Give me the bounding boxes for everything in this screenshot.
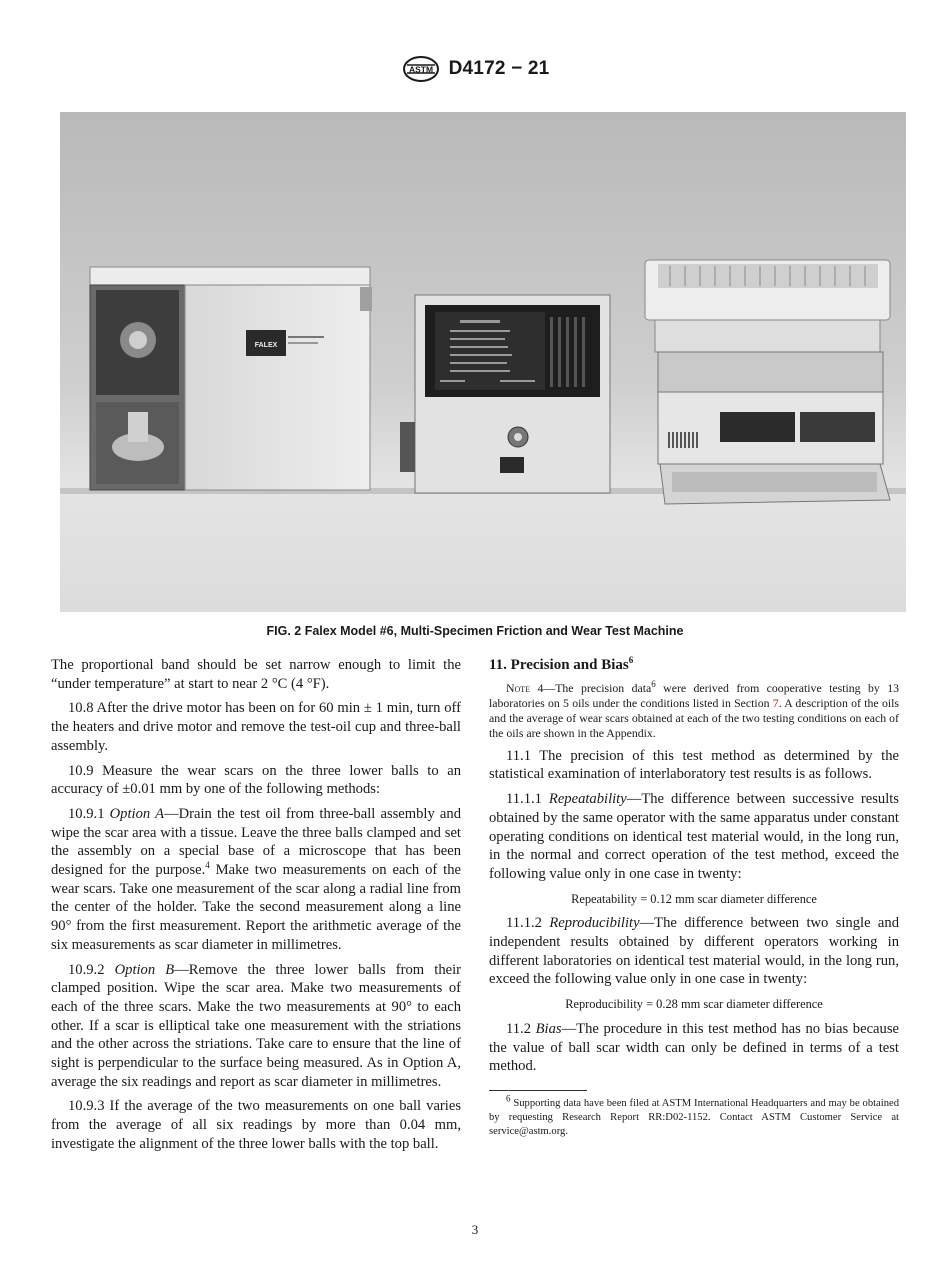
falex-machine-illustration	[60, 112, 906, 612]
paragraph-11-1-2	[489, 914, 899, 989]
footnote-marker: 6	[506, 1093, 511, 1104]
repeatability-label: Repeatability	[548, 791, 627, 808]
astm-logo-text: ASTM	[408, 64, 433, 75]
paragraph-11-2	[489, 1020, 899, 1076]
section-heading: 11. Precision and Bias$^6$	[489, 655, 634, 673]
paragraph-text: —Drain the test oil from three-ball assembly and wipe the scar area with a tissue. Leave the three balls clamped and set the assembly on a special base of a microscope that has been designed for the purpose.	[51, 805, 461, 879]
svg-text:FALEX: FALEX	[254, 342, 278, 349]
footnote-6: $^6$ Supporting data have been filed at ASTM International Headquarters and may be obtained by requesting Research Report RR:D02-1152. Contact ASTM Customer Service at service@astm.org.	[489, 1093, 899, 1137]
paragraph-10-9: 10.9 Measure the wear scars on the three lower balls to an accuracy of ±0.01 mm by one of the following methods:	[51, 762, 461, 798]
right-column	[489, 656, 899, 1145]
note-4: Note 4—The precision data$^6$ were derived from cooperative testing by 13 laboratories on 5 oils under the conditions listed in Section 7. A description of the oils and the average of wear scars obtained at each of the two testing conditions on each of the oils are shown in the Appendix.	[489, 678, 899, 740]
section-number: 11.1.1	[506, 791, 542, 808]
figure-photograph	[60, 112, 906, 612]
astm-logo-icon	[401, 55, 441, 83]
footnote-ref: 4	[205, 860, 210, 871]
page-header	[0, 54, 950, 84]
section-number: 11.2	[506, 1020, 531, 1037]
left-column	[51, 656, 461, 1160]
paragraph-text: —The difference between successive results obtained by the same operator with the same apparatus under constant operating conditions on identical test material would, in the long run, in the normal and correct operation of the test method, exceed the following value only in one case in twenty:	[489, 791, 899, 882]
paragraph-10-9-1	[51, 805, 461, 955]
paragraph-11-1: 11.1 The precision of this test method as determined by the statistical examination of interlaboratory test results is as follows.	[489, 747, 899, 783]
repeatability-equation: Repeatability = 0.12 mm scar diameter difference	[571, 891, 817, 906]
test-machine-cabinet	[90, 267, 372, 490]
footnote-ref: 6	[651, 678, 656, 689]
footnote-ref: 6	[628, 655, 634, 665]
paragraph-text: —Remove the three lower balls from their clamped position. Wipe the scar area. Make two measurements of each of the three scars. Make the two measurements at 90° to each other. If a scar is elliptical take one measurement with the striations and the other across the striations. Take care to ensure that the line of sight is perpendicular to the surface being measured. As in Option A, average the six readings and report as scar diameter in millimetres.	[51, 961, 462, 1090]
control-console	[400, 295, 610, 493]
paragraph-text: —The procedure in this test method has no bias because the value of ball scar width can only be defined in terms of a test method.	[489, 1020, 899, 1075]
reproducibility-label: Reproducibility	[549, 915, 640, 932]
document-id: D4172 − 21	[448, 58, 550, 79]
paragraph-text: Make two measurements on each of the wear scars. Take one measurement of the scar along a radial line from the center of the holder. Take the second measurement along a line 90° from the first measurement. Report the arithmetic average of the six measurements as scar diameter in millimetres.	[51, 862, 461, 953]
page-number: 3	[471, 1222, 479, 1237]
note-label: Note 4	[506, 680, 544, 695]
paragraph-10-8: 10.8 After the drive motor has been on for 60 min ± 1 min, turn off the heaters and drive motor and remove the test-oil cup and three-ball assembly.	[51, 700, 461, 754]
option-b-label: Option B	[114, 961, 175, 978]
paragraph-text: —The difference between two single and independent results obtained by different operators working in different laboratories on identical test material would, in the long run, exceed the following value only in one case in twenty:	[489, 915, 899, 988]
reproducibility-equation: Reproducibility = 0.28 mm scar diameter difference	[565, 997, 823, 1012]
paragraph-10-9-2	[51, 961, 461, 1092]
section-number: 10.9.2	[68, 961, 105, 978]
paragraph: The proportional band should be set narrow enough to limit the “under temperature” at start to near 2 °C (4 °F).	[51, 657, 461, 692]
computer-and-printer	[645, 260, 890, 504]
bias-label: Bias	[535, 1020, 562, 1037]
footnote-divider	[489, 1090, 587, 1091]
section-link[interactable]: 7	[772, 695, 779, 710]
figure-caption: FIG. 2 Falex Model #6, Multi-Specimen Friction and Wear Test Machine	[266, 624, 684, 638]
paragraph-11-1-1	[489, 790, 899, 884]
section-number: 11.1.2	[506, 915, 542, 932]
paragraph-10-9-3: 10.9.3 If the average of the two measurements on one ball varies from the average of all six readings by more than 0.04 mm, investigate the alignment of the three lower balls with the top ball.	[51, 1098, 461, 1152]
option-a-label: Option A	[109, 805, 164, 822]
section-number: 10.9.1	[68, 805, 105, 822]
